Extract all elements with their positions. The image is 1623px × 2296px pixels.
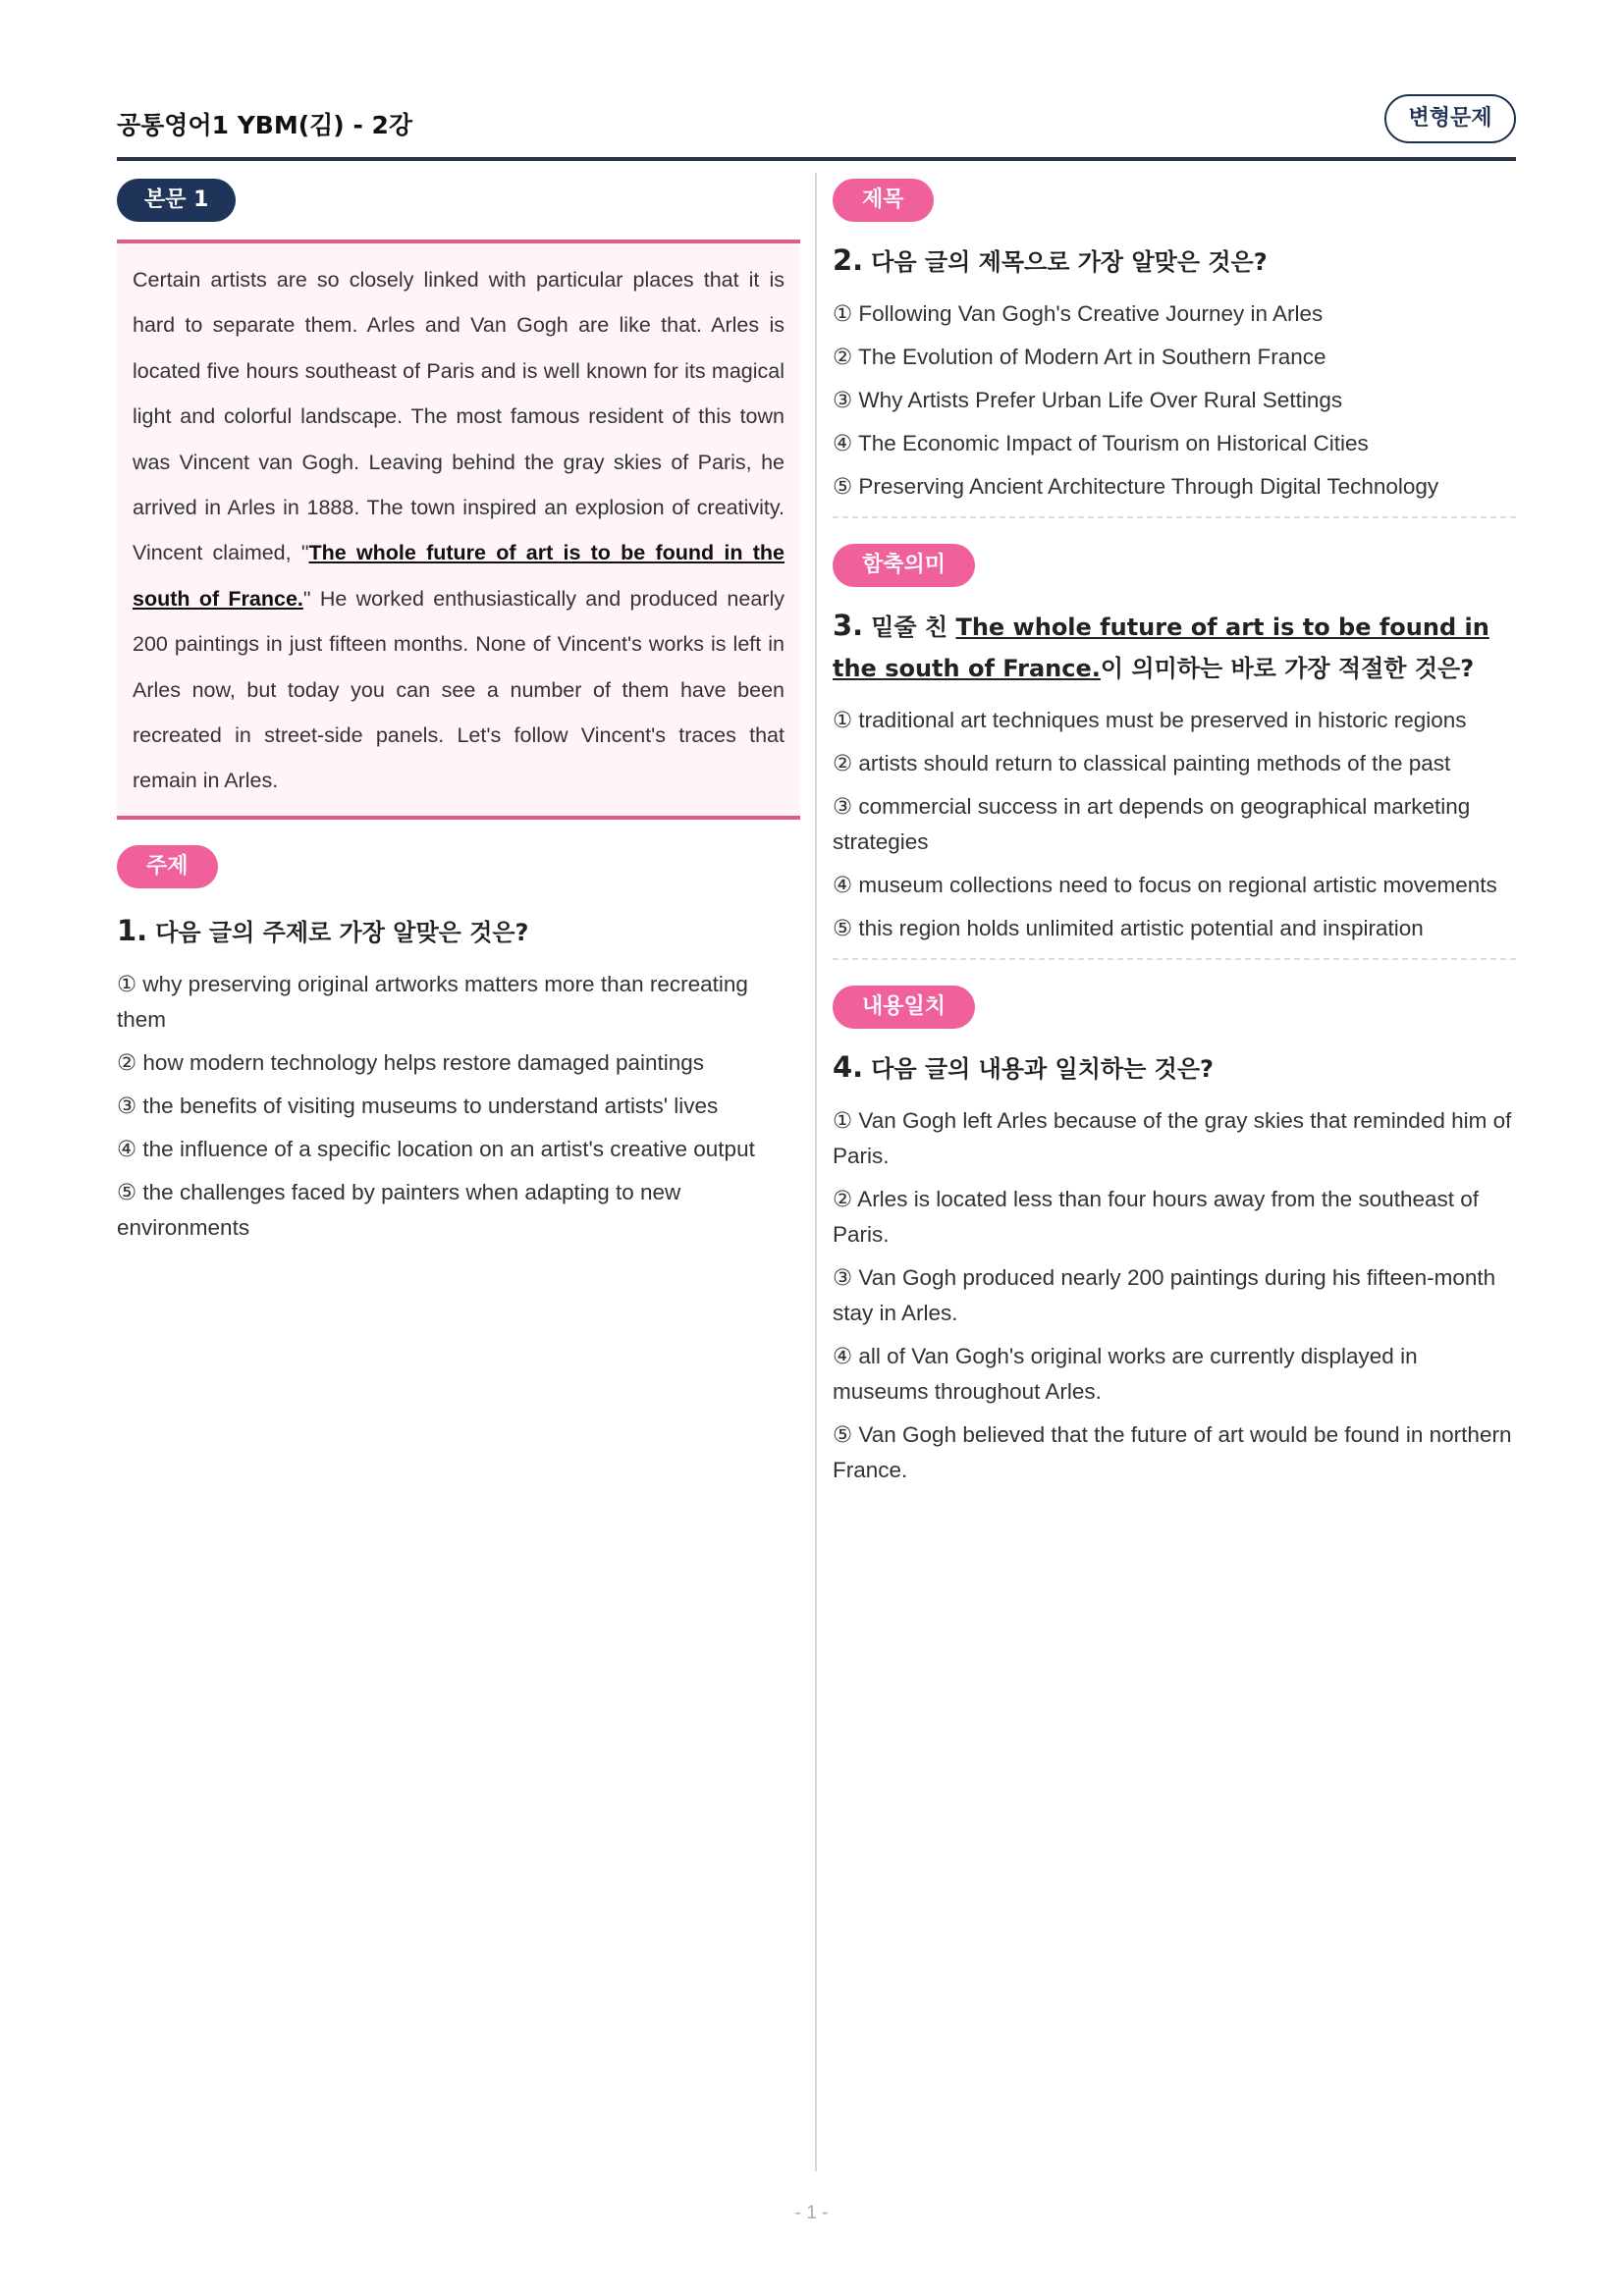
question-4 (833, 986, 1516, 1488)
option-1-4[interactable]: ④ the influence of a specific location on an artist's creative output (117, 1136, 755, 1161)
question-4-title (833, 1046, 1516, 1090)
option-3-4[interactable]: ④ museum collections need to focus on regional artistic movements (833, 873, 1497, 897)
question-1-options (117, 967, 800, 1246)
question-2-title (833, 240, 1516, 283)
question-1-title (117, 910, 800, 953)
question-3-prompt-prefix: 밑줄 친 (871, 614, 956, 641)
question-4-prompt: 다음 글의 내용과 일치하는 것은? (871, 1055, 1214, 1083)
passage-box (117, 240, 800, 820)
question-3 (833, 544, 1516, 946)
question-2-prompt: 다음 글의 제목으로 가장 알맞은 것은? (871, 248, 1268, 276)
option-3-3[interactable]: ③ commercial success in art depends on geographical marketing strategies (833, 794, 1471, 854)
passage-text-before: Certain artists are so closely linked with particular places that it is hard to separate them. Arles and Van Gogh are like that. Arles is located five hours southeast of Paris and is well known for its magical light and colorful landscape. The most famous resident of this town was Vincent van Gogh. Leaving behind the gray skies of Paris, he arrived in Arles in 1888. The town inspired an explosion of creativity. Vincent claimed, " (133, 268, 784, 565)
page-number: - 1 - (794, 2203, 829, 2223)
option-1-5[interactable]: ⑤ the challenges faced by painters when adapting to new environments (117, 1179, 681, 1240)
right-column (833, 179, 1516, 1496)
option-2-1[interactable]: ① Following Van Gogh's Creative Journey in Arles (833, 301, 1324, 326)
question-3-underlined: The whole future of art is to be found in the south of France. (833, 614, 1489, 682)
option-4-5[interactable]: ⑤ Van Gogh believed that the future of art would be found in northern France. (833, 1422, 1512, 1482)
option-2-5[interactable]: ⑤ Preserving Ancient Architecture Through Digital Technology (833, 474, 1439, 499)
option-1-2[interactable]: ② how modern technology helps restore damaged paintings (117, 1049, 705, 1075)
question-4-number: 4. (833, 1050, 864, 1084)
question-4-options (833, 1103, 1516, 1488)
question-type-badge: 변형문제 (1384, 94, 1516, 143)
passage-highlight: The whole future of art is to be found in the south of France. (133, 541, 784, 611)
section-divider (833, 516, 1516, 518)
option-2-3[interactable]: ③ Why Artists Prefer Urban Life Over Rural Settings (833, 388, 1343, 412)
question-1-tag: 주제 (117, 845, 218, 888)
option-4-2[interactable]: ② Arles is located less than four hours away from the southeast of Paris. (833, 1187, 1480, 1247)
question-2-tag: 제목 (833, 179, 934, 222)
option-3-5[interactable]: ⑤ this region holds unlimited artistic potential and inspiration (833, 916, 1424, 940)
column-divider (815, 173, 817, 2171)
document-title: 공통영어1 YBM(김) - 2강 (117, 111, 413, 139)
option-4-3[interactable]: ③ Van Gogh produced nearly 200 paintings during his fifteen-month stay in Arles. (833, 1265, 1496, 1325)
question-1-number: 1. (117, 913, 148, 947)
option-4-1[interactable]: ① Van Gogh left Arles because of the gray skies that reminded him of Paris. (833, 1108, 1512, 1168)
question-3-prompt-suffix: 이 의미하는 바로 가장 적절한 것은? (1100, 655, 1475, 682)
section-divider (833, 958, 1516, 960)
option-3-1[interactable]: ① traditional art techniques must be preserved in historic regions (833, 708, 1467, 732)
passage-text (133, 257, 784, 804)
option-1-3[interactable]: ③ the benefits of visiting museums to understand artists' lives (117, 1093, 719, 1118)
option-1-1[interactable]: ① why preserving original artworks matters more than recreating them (117, 971, 748, 1032)
question-4-tag: 내용일치 (833, 986, 975, 1029)
question-1 (117, 845, 800, 1246)
question-3-number: 3. (833, 609, 864, 642)
question-2-number: 2. (833, 243, 864, 277)
option-2-2[interactable]: ② The Evolution of Modern Art in Southern France (833, 345, 1326, 369)
option-3-2[interactable]: ② artists should return to classical painting methods of the past (833, 751, 1451, 775)
question-2 (833, 179, 1516, 505)
question-3-options (833, 703, 1516, 946)
option-4-4[interactable]: ④ all of Van Gogh's original works are currently displayed in museums throughout Arles. (833, 1344, 1418, 1404)
passage-label: 본문 1 (117, 179, 236, 222)
passage-text-after: " He worked enthusiastically and produced nearly 200 paintings in just fifteen months. None of Vincent's works is left in Arles now, but today you can see a number of them have been recreated in street-side panels. Let's follow Vincent's traces that remain in Arles. (133, 586, 784, 793)
question-3-title (833, 605, 1516, 689)
question-3-tag: 함축의미 (833, 544, 975, 587)
option-2-4[interactable]: ④ The Economic Impact of Tourism on Historical Cities (833, 431, 1369, 455)
page-header (117, 96, 1516, 161)
question-1-prompt: 다음 글의 주제로 가장 알맞은 것은? (155, 918, 529, 946)
question-2-options (833, 296, 1516, 505)
left-column (117, 179, 800, 1254)
